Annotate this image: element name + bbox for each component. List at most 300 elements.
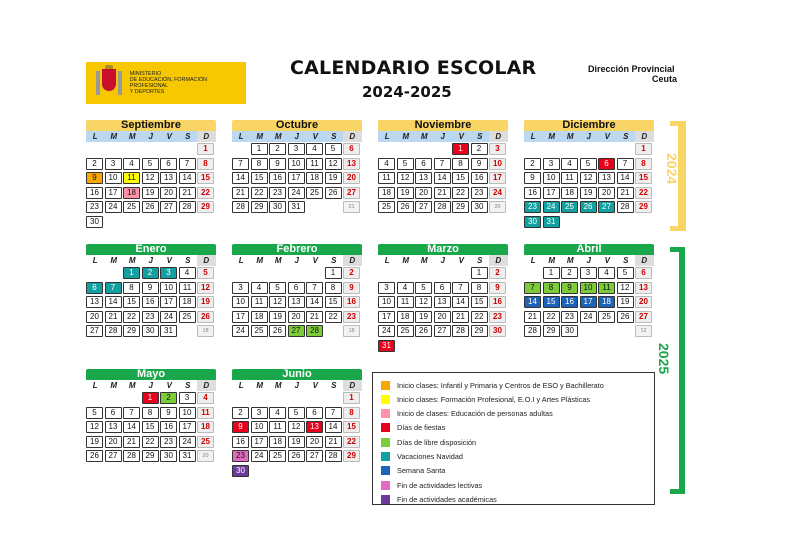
day-cell[interactable]: 2: [524, 158, 541, 170]
day-cell[interactable]: 23: [86, 201, 103, 213]
day-cell[interactable]: 17: [105, 187, 122, 199]
day-cell[interactable]: 15: [123, 296, 140, 308]
day-cell[interactable]: 6: [598, 158, 615, 170]
day-cell[interactable]: 9: [142, 282, 159, 294]
day-cell[interactable]: 1: [343, 392, 360, 404]
day-cell[interactable]: 17: [288, 172, 305, 184]
day-cell[interactable]: 28: [325, 450, 342, 462]
day-cell[interactable]: 13: [635, 282, 652, 294]
day-cell[interactable]: 12: [617, 282, 634, 294]
day-cell[interactable]: 20: [635, 296, 652, 308]
day-cell[interactable]: 16: [524, 187, 541, 199]
day-cell[interactable]: 14: [123, 421, 140, 433]
day-cell[interactable]: 15: [635, 172, 652, 184]
day-cell[interactable]: 8: [197, 158, 214, 170]
day-cell[interactable]: 27: [635, 311, 652, 323]
day-cell[interactable]: 30: [561, 325, 578, 337]
day-cell[interactable]: 15: [325, 296, 342, 308]
day-cell[interactable]: 14: [232, 172, 249, 184]
day-cell[interactable]: 5: [269, 282, 286, 294]
day-cell[interactable]: 29: [343, 450, 360, 462]
day-cell[interactable]: 16: [86, 187, 103, 199]
day-cell[interactable]: 28: [306, 325, 323, 337]
day-cell[interactable]: 12: [397, 172, 414, 184]
day-cell[interactable]: 12: [197, 282, 214, 294]
day-cell[interactable]: 14: [325, 421, 342, 433]
day-cell[interactable]: 8: [471, 282, 488, 294]
day-cell[interactable]: 8: [343, 407, 360, 419]
day-cell[interactable]: 30: [232, 465, 249, 477]
day-cell[interactable]: 22: [142, 436, 159, 448]
day-cell[interactable]: 10: [543, 172, 560, 184]
day-cell[interactable]: 12: [325, 158, 342, 170]
day-cell[interactable]: 14: [179, 172, 196, 184]
day-cell[interactable]: 28: [232, 201, 249, 213]
day-cell[interactable]: 27: [306, 450, 323, 462]
day-cell[interactable]: 12: [269, 296, 286, 308]
day-cell[interactable]: 27: [343, 187, 360, 199]
day-cell[interactable]: 22: [471, 311, 488, 323]
day-cell[interactable]: 2: [343, 267, 360, 279]
day-cell[interactable]: 23: [343, 311, 360, 323]
day-cell[interactable]: 10: [179, 407, 196, 419]
day-cell[interactable]: 31: [288, 201, 305, 213]
day-cell[interactable]: 17: [160, 296, 177, 308]
day-cell[interactable]: 10: [232, 296, 249, 308]
day-cell[interactable]: 22: [325, 311, 342, 323]
day-cell[interactable]: 25: [561, 201, 578, 213]
day-cell[interactable]: 9: [160, 407, 177, 419]
day-cell[interactable]: 5: [142, 158, 159, 170]
day-cell[interactable]: 4: [397, 282, 414, 294]
day-cell[interactable]: 7: [232, 158, 249, 170]
day-cell[interactable]: 25: [269, 450, 286, 462]
day-cell[interactable]: 13: [415, 172, 432, 184]
day-cell[interactable]: 15: [343, 421, 360, 433]
day-cell[interactable]: 12: [288, 421, 305, 433]
day-cell[interactable]: 9: [232, 421, 249, 433]
day-cell[interactable]: 6: [105, 407, 122, 419]
day-cell[interactable]: 18: [378, 187, 395, 199]
day-cell[interactable]: 9: [343, 282, 360, 294]
day-cell[interactable]: 11: [269, 421, 286, 433]
day-cell[interactable]: 19: [415, 311, 432, 323]
day-cell[interactable]: 2: [160, 392, 177, 404]
day-cell[interactable]: 4: [123, 158, 140, 170]
day-cell[interactable]: 16: [269, 172, 286, 184]
day-cell[interactable]: 31: [543, 216, 560, 228]
day-cell[interactable]: 28: [434, 201, 451, 213]
day-cell[interactable]: 23: [142, 311, 159, 323]
day-cell[interactable]: 8: [635, 158, 652, 170]
day-cell[interactable]: 25: [378, 201, 395, 213]
day-cell[interactable]: 16: [160, 421, 177, 433]
day-cell[interactable]: 14: [105, 296, 122, 308]
day-cell[interactable]: 20: [434, 311, 451, 323]
day-cell[interactable]: 26: [415, 325, 432, 337]
day-cell[interactable]: 15: [142, 421, 159, 433]
day-cell[interactable]: 27: [288, 325, 305, 337]
day-cell[interactable]: 23: [524, 201, 541, 213]
day-cell[interactable]: 21: [123, 436, 140, 448]
day-cell[interactable]: 2: [561, 267, 578, 279]
day-cell[interactable]: 26: [142, 201, 159, 213]
day-cell[interactable]: 28: [452, 325, 469, 337]
day-cell[interactable]: 29: [142, 450, 159, 462]
day-cell[interactable]: 30: [142, 325, 159, 337]
day-cell[interactable]: 20: [598, 187, 615, 199]
day-cell[interactable]: 22: [197, 187, 214, 199]
day-cell[interactable]: 26: [197, 311, 214, 323]
day-cell[interactable]: 18: [561, 187, 578, 199]
day-cell[interactable]: 13: [86, 296, 103, 308]
day-cell[interactable]: 20: [288, 311, 305, 323]
day-cell[interactable]: 9: [269, 158, 286, 170]
day-cell[interactable]: 4: [306, 143, 323, 155]
day-cell[interactable]: 26: [269, 325, 286, 337]
day-cell[interactable]: 6: [86, 282, 103, 294]
day-cell[interactable]: 11: [378, 172, 395, 184]
day-cell[interactable]: 27: [434, 325, 451, 337]
day-cell[interactable]: 11: [123, 172, 140, 184]
day-cell[interactable]: 9: [86, 172, 103, 184]
day-cell[interactable]: 25: [397, 325, 414, 337]
day-cell[interactable]: 13: [598, 172, 615, 184]
day-cell[interactable]: 10: [160, 282, 177, 294]
day-cell[interactable]: 31: [179, 450, 196, 462]
day-cell[interactable]: 22: [543, 311, 560, 323]
day-cell[interactable]: 4: [598, 267, 615, 279]
day-cell[interactable]: 26: [397, 201, 414, 213]
day-cell[interactable]: 13: [343, 158, 360, 170]
day-cell[interactable]: 24: [179, 436, 196, 448]
day-cell[interactable]: 12: [580, 172, 597, 184]
day-cell[interactable]: 1: [543, 267, 560, 279]
day-cell[interactable]: 9: [489, 282, 506, 294]
day-cell[interactable]: 1: [471, 267, 488, 279]
day-cell[interactable]: 25: [179, 311, 196, 323]
day-cell[interactable]: 23: [471, 187, 488, 199]
day-cell[interactable]: 13: [288, 296, 305, 308]
day-cell[interactable]: 6: [415, 158, 432, 170]
day-cell[interactable]: 11: [197, 407, 214, 419]
day-cell[interactable]: 11: [397, 296, 414, 308]
day-cell[interactable]: 21: [524, 311, 541, 323]
day-cell[interactable]: 23: [160, 436, 177, 448]
day-cell[interactable]: 17: [489, 172, 506, 184]
day-cell[interactable]: 12: [415, 296, 432, 308]
day-cell[interactable]: 7: [105, 282, 122, 294]
day-cell[interactable]: 19: [580, 187, 597, 199]
day-cell[interactable]: 24: [580, 311, 597, 323]
day-cell[interactable]: 3: [580, 267, 597, 279]
day-cell[interactable]: 19: [325, 172, 342, 184]
day-cell[interactable]: 24: [288, 187, 305, 199]
day-cell[interactable]: 21: [325, 436, 342, 448]
day-cell[interactable]: 1: [325, 267, 342, 279]
day-cell[interactable]: 17: [378, 311, 395, 323]
day-cell[interactable]: 24: [232, 325, 249, 337]
day-cell[interactable]: 8: [251, 158, 268, 170]
day-cell[interactable]: 29: [197, 201, 214, 213]
day-cell[interactable]: 18: [598, 296, 615, 308]
day-cell[interactable]: 16: [489, 296, 506, 308]
day-cell[interactable]: 21: [232, 187, 249, 199]
day-cell[interactable]: 10: [251, 421, 268, 433]
day-cell[interactable]: 22: [635, 187, 652, 199]
day-cell[interactable]: 5: [197, 267, 214, 279]
day-cell[interactable]: 19: [617, 296, 634, 308]
day-cell[interactable]: 30: [489, 325, 506, 337]
day-cell[interactable]: 21: [434, 187, 451, 199]
day-cell[interactable]: 6: [288, 282, 305, 294]
day-cell[interactable]: 27: [415, 201, 432, 213]
day-cell[interactable]: 29: [452, 201, 469, 213]
day-cell[interactable]: 5: [288, 407, 305, 419]
day-cell[interactable]: 19: [197, 296, 214, 308]
day-cell[interactable]: 5: [617, 267, 634, 279]
day-cell[interactable]: 17: [543, 187, 560, 199]
day-cell[interactable]: 29: [471, 325, 488, 337]
day-cell[interactable]: 29: [123, 325, 140, 337]
day-cell[interactable]: 15: [452, 172, 469, 184]
day-cell[interactable]: 28: [123, 450, 140, 462]
day-cell[interactable]: 18: [397, 311, 414, 323]
day-cell[interactable]: 25: [306, 187, 323, 199]
day-cell[interactable]: 5: [580, 158, 597, 170]
day-cell[interactable]: 6: [635, 267, 652, 279]
day-cell[interactable]: 7: [325, 407, 342, 419]
day-cell[interactable]: 26: [325, 187, 342, 199]
day-cell[interactable]: 17: [251, 436, 268, 448]
day-cell[interactable]: 20: [343, 172, 360, 184]
day-cell[interactable]: 22: [123, 311, 140, 323]
day-cell[interactable]: 25: [197, 436, 214, 448]
day-cell[interactable]: 1: [251, 143, 268, 155]
day-cell[interactable]: 25: [123, 201, 140, 213]
day-cell[interactable]: 3: [378, 282, 395, 294]
day-cell[interactable]: 4: [378, 158, 395, 170]
day-cell[interactable]: 25: [598, 311, 615, 323]
day-cell[interactable]: 3: [232, 282, 249, 294]
day-cell[interactable]: 30: [471, 201, 488, 213]
day-cell[interactable]: 20: [105, 436, 122, 448]
day-cell[interactable]: 11: [251, 296, 268, 308]
day-cell[interactable]: 28: [105, 325, 122, 337]
day-cell[interactable]: 15: [197, 172, 214, 184]
day-cell[interactable]: 17: [580, 296, 597, 308]
day-cell[interactable]: 6: [160, 158, 177, 170]
day-cell[interactable]: 2: [86, 158, 103, 170]
day-cell[interactable]: 27: [105, 450, 122, 462]
day-cell[interactable]: 16: [561, 296, 578, 308]
day-cell[interactable]: 19: [86, 436, 103, 448]
day-cell[interactable]: 30: [160, 450, 177, 462]
day-cell[interactable]: 26: [86, 450, 103, 462]
day-cell[interactable]: 29: [635, 201, 652, 213]
day-cell[interactable]: 20: [306, 436, 323, 448]
day-cell[interactable]: 3: [160, 267, 177, 279]
day-cell[interactable]: 26: [580, 201, 597, 213]
day-cell[interactable]: 24: [378, 325, 395, 337]
day-cell[interactable]: 16: [142, 296, 159, 308]
day-cell[interactable]: 30: [86, 216, 103, 228]
day-cell[interactable]: 18: [306, 172, 323, 184]
day-cell[interactable]: 8: [123, 282, 140, 294]
day-cell[interactable]: 23: [489, 311, 506, 323]
day-cell[interactable]: 9: [524, 172, 541, 184]
day-cell[interactable]: 24: [543, 201, 560, 213]
day-cell[interactable]: 8: [142, 407, 159, 419]
day-cell[interactable]: 3: [105, 158, 122, 170]
day-cell[interactable]: 5: [325, 143, 342, 155]
day-cell[interactable]: 21: [452, 311, 469, 323]
day-cell[interactable]: 6: [343, 143, 360, 155]
day-cell[interactable]: 1: [142, 392, 159, 404]
day-cell[interactable]: 7: [123, 407, 140, 419]
day-cell[interactable]: 8: [452, 158, 469, 170]
day-cell[interactable]: 10: [580, 282, 597, 294]
day-cell[interactable]: 11: [561, 172, 578, 184]
day-cell[interactable]: 27: [86, 325, 103, 337]
day-cell[interactable]: 15: [543, 296, 560, 308]
day-cell[interactable]: 1: [197, 143, 214, 155]
day-cell[interactable]: 2: [489, 267, 506, 279]
day-cell[interactable]: 10: [105, 172, 122, 184]
day-cell[interactable]: 11: [306, 158, 323, 170]
day-cell[interactable]: 8: [543, 282, 560, 294]
day-cell[interactable]: 6: [434, 282, 451, 294]
day-cell[interactable]: 18: [179, 296, 196, 308]
day-cell[interactable]: 9: [471, 158, 488, 170]
day-cell[interactable]: 12: [142, 172, 159, 184]
day-cell[interactable]: 20: [86, 311, 103, 323]
day-cell[interactable]: 18: [197, 421, 214, 433]
day-cell[interactable]: 20: [415, 187, 432, 199]
day-cell[interactable]: 8: [325, 282, 342, 294]
day-cell[interactable]: 19: [288, 436, 305, 448]
day-cell[interactable]: 4: [251, 282, 268, 294]
day-cell[interactable]: 3: [251, 407, 268, 419]
day-cell[interactable]: 12: [86, 421, 103, 433]
day-cell[interactable]: 2: [232, 407, 249, 419]
day-cell[interactable]: 25: [251, 325, 268, 337]
day-cell[interactable]: 14: [617, 172, 634, 184]
day-cell[interactable]: 17: [232, 311, 249, 323]
day-cell[interactable]: 6: [306, 407, 323, 419]
day-cell[interactable]: 2: [471, 143, 488, 155]
day-cell[interactable]: 22: [452, 187, 469, 199]
day-cell[interactable]: 23: [561, 311, 578, 323]
day-cell[interactable]: 18: [251, 311, 268, 323]
day-cell[interactable]: 18: [269, 436, 286, 448]
day-cell[interactable]: 19: [142, 187, 159, 199]
day-cell[interactable]: 23: [269, 187, 286, 199]
day-cell[interactable]: 29: [251, 201, 268, 213]
day-cell[interactable]: 4: [561, 158, 578, 170]
day-cell[interactable]: 27: [160, 201, 177, 213]
day-cell[interactable]: 10: [489, 158, 506, 170]
day-cell[interactable]: 1: [123, 267, 140, 279]
day-cell[interactable]: 18: [123, 187, 140, 199]
day-cell[interactable]: 16: [232, 436, 249, 448]
day-cell[interactable]: 5: [86, 407, 103, 419]
day-cell[interactable]: 13: [105, 421, 122, 433]
day-cell[interactable]: 2: [142, 267, 159, 279]
day-cell[interactable]: 21: [105, 311, 122, 323]
day-cell[interactable]: 10: [378, 296, 395, 308]
day-cell[interactable]: 1: [452, 143, 469, 155]
day-cell[interactable]: 4: [197, 392, 214, 404]
day-cell[interactable]: 7: [179, 158, 196, 170]
day-cell[interactable]: 14: [434, 172, 451, 184]
day-cell[interactable]: 7: [434, 158, 451, 170]
day-cell[interactable]: 24: [251, 450, 268, 462]
day-cell[interactable]: 28: [179, 201, 196, 213]
day-cell[interactable]: 28: [524, 325, 541, 337]
day-cell[interactable]: 1: [635, 143, 652, 155]
day-cell[interactable]: 5: [397, 158, 414, 170]
day-cell[interactable]: 11: [179, 282, 196, 294]
day-cell[interactable]: 22: [343, 436, 360, 448]
day-cell[interactable]: 24: [160, 311, 177, 323]
day-cell[interactable]: 21: [617, 187, 634, 199]
day-cell[interactable]: 7: [306, 282, 323, 294]
day-cell[interactable]: 3: [489, 143, 506, 155]
day-cell[interactable]: 19: [397, 187, 414, 199]
day-cell[interactable]: 14: [306, 296, 323, 308]
day-cell[interactable]: 14: [524, 296, 541, 308]
day-cell[interactable]: 31: [378, 340, 395, 352]
day-cell[interactable]: 15: [251, 172, 268, 184]
day-cell[interactable]: 22: [251, 187, 268, 199]
day-cell[interactable]: 5: [415, 282, 432, 294]
day-cell[interactable]: 24: [105, 201, 122, 213]
day-cell[interactable]: 26: [617, 311, 634, 323]
day-cell[interactable]: 4: [179, 267, 196, 279]
day-cell[interactable]: 17: [179, 421, 196, 433]
day-cell[interactable]: 16: [343, 296, 360, 308]
day-cell[interactable]: 28: [617, 201, 634, 213]
day-cell[interactable]: 9: [561, 282, 578, 294]
day-cell[interactable]: 20: [160, 187, 177, 199]
day-cell[interactable]: 2: [269, 143, 286, 155]
day-cell[interactable]: 21: [179, 187, 196, 199]
day-cell[interactable]: 14: [452, 296, 469, 308]
day-cell[interactable]: 7: [524, 282, 541, 294]
day-cell[interactable]: 30: [269, 201, 286, 213]
day-cell[interactable]: 3: [543, 158, 560, 170]
day-cell[interactable]: 7: [617, 158, 634, 170]
day-cell[interactable]: 10: [288, 158, 305, 170]
day-cell[interactable]: 11: [598, 282, 615, 294]
day-cell[interactable]: 29: [543, 325, 560, 337]
day-cell[interactable]: 3: [179, 392, 196, 404]
day-cell[interactable]: 3: [288, 143, 305, 155]
day-cell[interactable]: 13: [434, 296, 451, 308]
day-cell[interactable]: 21: [306, 311, 323, 323]
day-cell[interactable]: 24: [489, 187, 506, 199]
day-cell[interactable]: 27: [598, 201, 615, 213]
day-cell[interactable]: 26: [288, 450, 305, 462]
day-cell[interactable]: 31: [160, 325, 177, 337]
day-cell[interactable]: 23: [232, 450, 249, 462]
day-cell[interactable]: 16: [471, 172, 488, 184]
day-cell[interactable]: 30: [524, 216, 541, 228]
day-cell[interactable]: 4: [269, 407, 286, 419]
day-cell[interactable]: 7: [452, 282, 469, 294]
day-cell[interactable]: 13: [160, 172, 177, 184]
